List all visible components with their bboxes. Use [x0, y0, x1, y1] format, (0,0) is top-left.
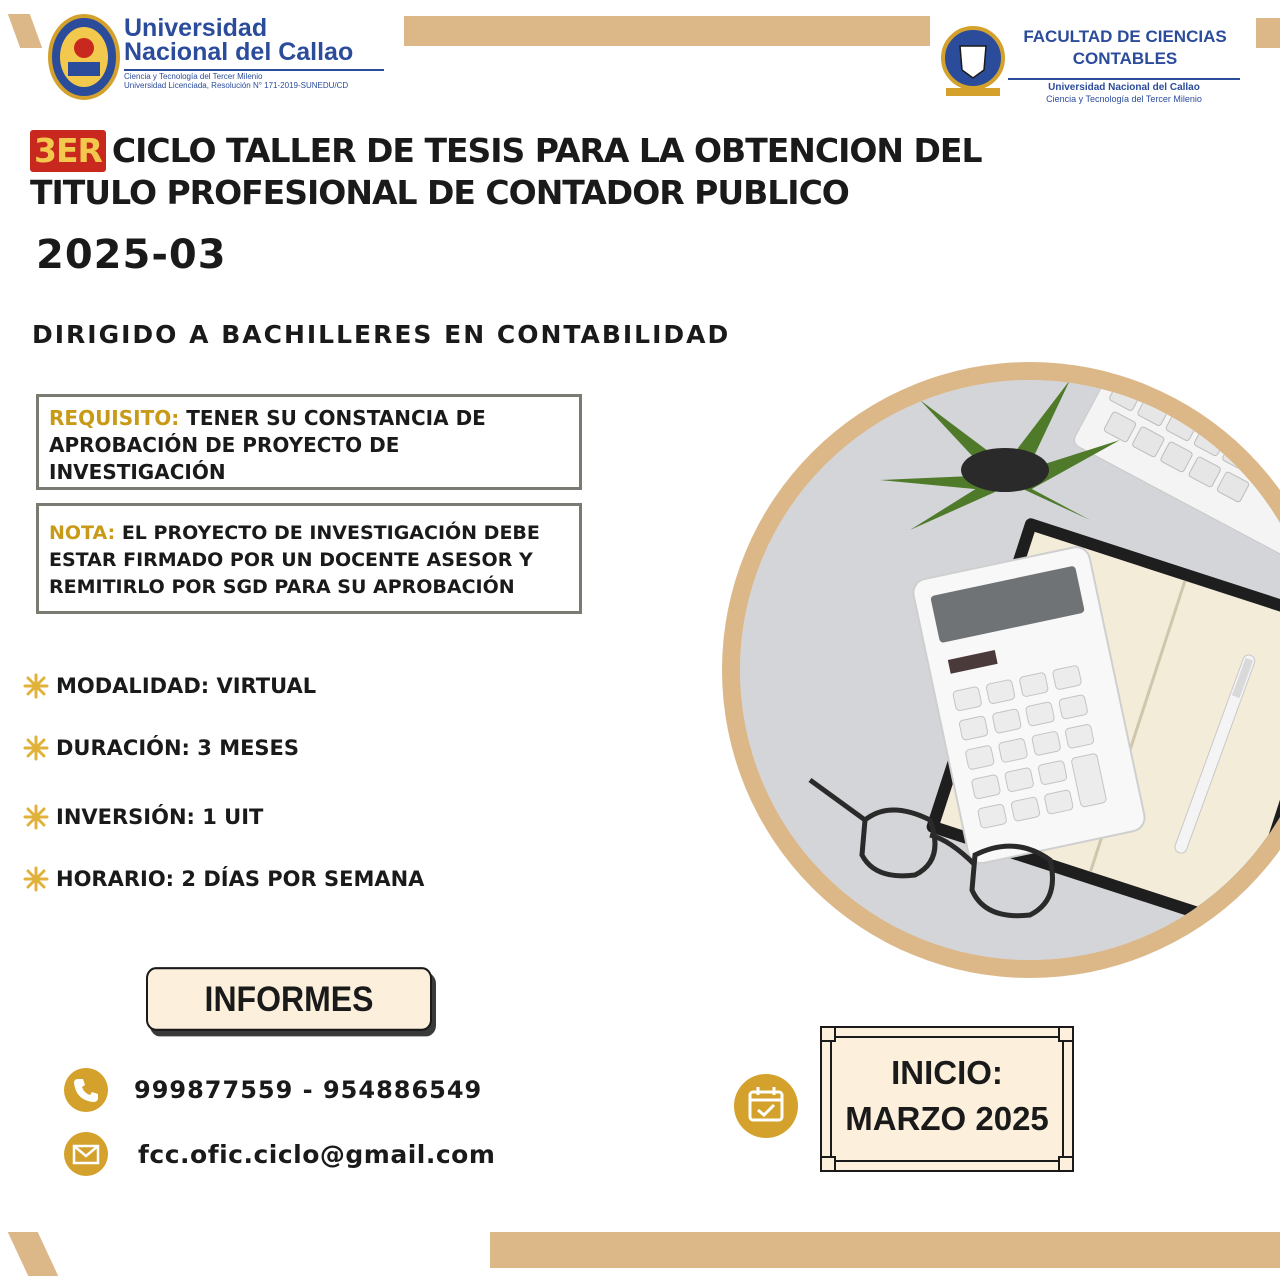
page-title — [30, 130, 1090, 214]
faculty-divider — [1008, 78, 1240, 80]
cycle-badge: 3ER — [30, 130, 106, 172]
sparkle-icon — [22, 734, 50, 762]
top-center-band — [404, 16, 930, 46]
start-date-box — [820, 1026, 1074, 1172]
university-tagline: Ciencia y Tecnología del Tercer Milenio Universidad Licenciada, Resolución N° 171-2019-SUNEDU/CD — [124, 72, 349, 90]
top-left-band — [8, 14, 42, 48]
title-year: 2025-03 — [36, 232, 227, 278]
email-link[interactable]: fcc.ofic.ciclo@gmail.com — [138, 1140, 496, 1169]
mail-icon — [64, 1132, 108, 1176]
bottom-left-band — [8, 1232, 59, 1276]
top-right-band — [1256, 18, 1280, 48]
faculty-seal-icon — [938, 24, 1008, 102]
detail-text: DURACIÓN: 3 MESES — [56, 736, 300, 760]
informes-heading: INFORMES — [146, 967, 432, 1031]
start-date: MARZO 2025 — [845, 1100, 1049, 1137]
faculty-logo — [934, 16, 1254, 108]
title-line1: CICLO TALLER DE TESIS PARA LA OBTENCION DEL — [111, 131, 982, 170]
note-text: EL PROYECTO DE INVESTIGACIÓN DEBE ESTAR FIRMADO POR UN DOCENTE ASESOR Y REMITIRLO POR SGD PARA SU APROBACIÓN — [49, 522, 540, 598]
start-label: INICIO: — [891, 1054, 1003, 1091]
university-divider — [124, 69, 384, 71]
sparkle-icon — [22, 672, 50, 700]
detail-modality — [22, 672, 316, 700]
audience-heading: DIRIGIDO A BACHILLERES EN CONTABILIDAD — [32, 320, 731, 349]
title-line2: TITULO PROFESIONAL DE CONTADOR PUBLICO — [30, 173, 849, 212]
sparkle-icon — [22, 803, 50, 831]
university-name: Universidad Nacional del Callao — [124, 14, 354, 66]
requirement-label: REQUISITO: — [49, 406, 180, 430]
faculty-tagline: Ciencia y Tecnología del Tercer Milenio — [1046, 94, 1202, 104]
note-label: NOTA: — [49, 522, 116, 544]
phone-numbers[interactable]: 999877559 - 954886549 — [134, 1076, 483, 1104]
university-seal-icon — [48, 14, 120, 100]
sparkle-icon — [22, 865, 50, 893]
calendar-icon — [734, 1074, 798, 1138]
detail-text: MODALIDAD: VIRTUAL — [56, 674, 317, 698]
university-logo — [48, 14, 388, 102]
faculty-title: FACULTAD DE CIENCIAS CONTABLES — [1023, 27, 1227, 68]
requirement-text: TENER SU CONSTANCIA DE APROBACIÓN DE PROYECTO DE INVESTIGACIÓN — [49, 406, 486, 484]
detail-text: HORARIO: 2 DÍAS POR SEMANA — [56, 867, 425, 891]
note-box — [36, 503, 582, 614]
phone-icon — [64, 1068, 108, 1112]
requirement-box — [36, 394, 582, 490]
bottom-band — [490, 1232, 1280, 1268]
faculty-university: Universidad Nacional del Callao — [1048, 82, 1200, 93]
detail-schedule — [22, 865, 424, 893]
detail-duration — [22, 734, 299, 762]
detail-text: INVERSIÓN: 1 UIT — [56, 805, 264, 829]
detail-investment — [22, 803, 263, 831]
